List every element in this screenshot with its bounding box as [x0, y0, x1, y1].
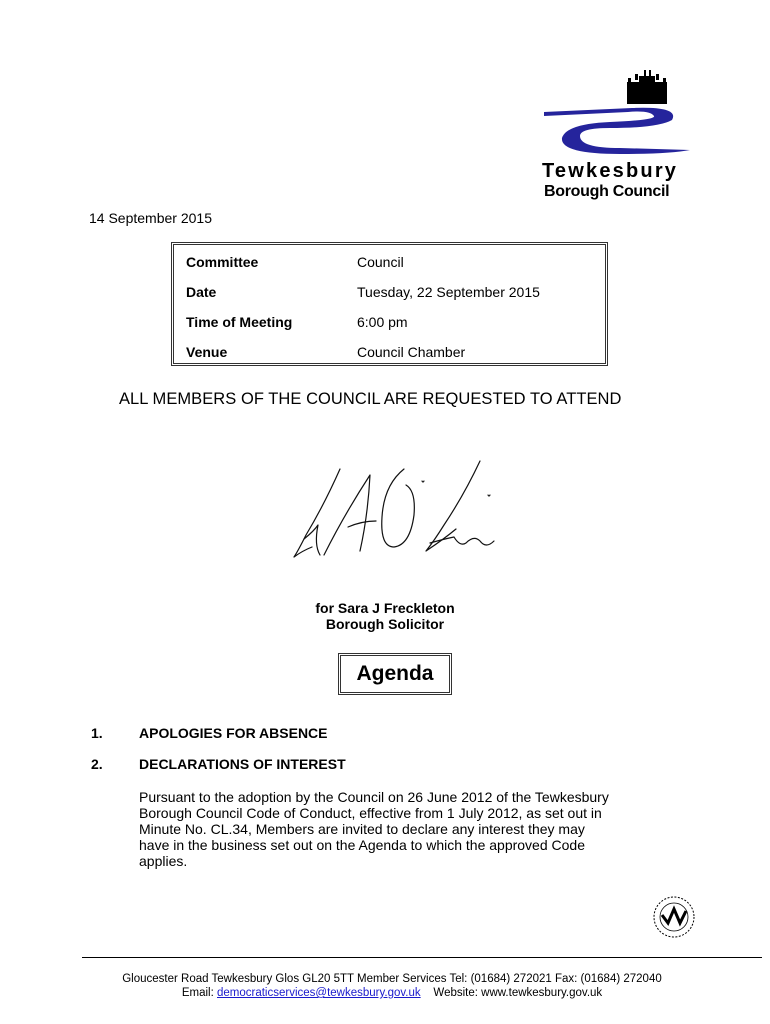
footer-divider — [82, 957, 762, 958]
abbey-river-logo-icon — [540, 68, 700, 164]
logo-wordmark-line2: Borough Council — [544, 183, 670, 200]
meeting-label: Date — [186, 284, 217, 300]
agenda-item-title: APOLOGIES FOR ABSENCE — [139, 725, 328, 741]
signatory-role: Borough Solicitor — [325, 616, 445, 632]
attendance-notice: ALL MEMBERS OF THE COUNCIL ARE REQUESTED TO ATTEND — [119, 390, 622, 408]
footer-address: Gloucester Road Tewkesbury Glos GL20 5TT Member Services Tel: (01684) 272021 Fax: (01684) 272040 — [122, 973, 662, 985]
council-logo — [540, 68, 700, 204]
meeting-label: Venue — [186, 344, 228, 360]
meeting-label: Committee — [186, 254, 259, 270]
logo-wordmark-line1: Tewkesbury — [542, 160, 679, 182]
meeting-value: 6:00 pm — [357, 314, 408, 330]
meeting-value: Council Chamber — [357, 344, 466, 360]
agenda-item-number: 2. — [91, 756, 103, 772]
letter-date: 14 September 2015 — [89, 210, 212, 226]
agenda-item-number: 1. — [91, 725, 103, 741]
meeting-value: Council — [357, 254, 404, 270]
handwritten-signature — [284, 455, 499, 575]
meeting-value: Tuesday, 22 September 2015 — [357, 284, 540, 300]
footer-website: Website: www.tewkesbury.gov.uk — [433, 987, 603, 999]
declaration-paragraph: Pursuant to the adoption by the Council on 26 June 2012 of the Tewkesbury Borough Council Code of Conduct, effective from 1 July 2012, as set out in Minute No. CL.34, Members are invited to declare any interest they may have in the business set out on the Agenda to which the approved Code applies. — [139, 789, 609, 869]
meeting-details-table — [171, 242, 608, 366]
email-link[interactable]: democraticservices@tewkesbury.gov.uk — [217, 987, 421, 999]
agenda-item-title: DECLARATIONS OF INTEREST — [139, 756, 346, 772]
agenda-heading: Agenda — [338, 653, 452, 695]
signatory-line: for Sara J Freckleton — [315, 600, 455, 616]
meeting-label: Time of Meeting — [186, 314, 293, 330]
footer-contact — [0, 987, 770, 999]
footer-email-label: Email: — [181, 987, 214, 999]
disability-badge-icon — [650, 893, 698, 941]
